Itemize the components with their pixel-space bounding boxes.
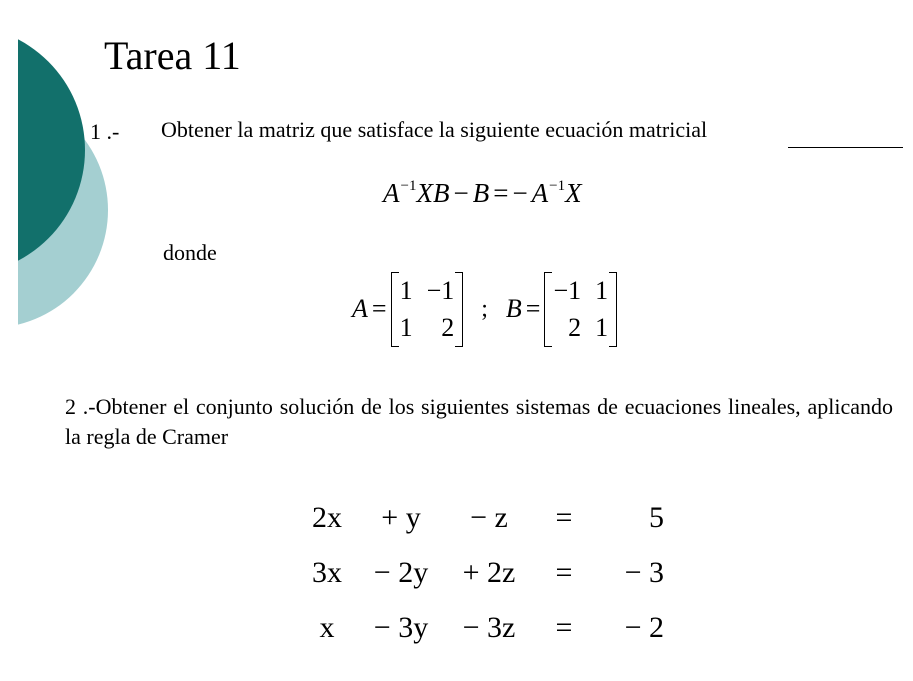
problem2-text: 2 .-Obtener el conjunto solución de los siguientes sistemas de ecuaciones lineales, aplicando la regla de Cramer [65, 394, 893, 449]
matrix-b-cell: 1 [595, 275, 609, 305]
linear-system [296, 490, 664, 655]
matrix-separator: ; [481, 295, 488, 322]
matrix-b-label: B [505, 294, 522, 323]
answer-blank-line [788, 147, 903, 148]
equation-row: 3x − 2y + 2z = − 3 [312, 555, 664, 589]
equation-row: 2x + y − z = 5 [312, 500, 664, 534]
matrix-b-cell: 1 [595, 312, 609, 342]
matrices-definition: A = 1 −1 1 2 ; B = −1 1 2 1 [352, 268, 617, 350]
problem1-text: Obtener la matriz que satisface la siguiente ecuación matricial [161, 117, 708, 142]
matrix-b [544, 272, 617, 347]
matrix-a-cell: 2 [441, 312, 455, 342]
matrix-a-label: A [352, 294, 368, 323]
problem1-number: 1 .- [90, 119, 120, 144]
equation-row: x − 3y − 3z = − 2 [319, 610, 664, 644]
decorative-circles [0, 0, 120, 360]
matrix-a-cell: −1 [426, 275, 455, 305]
matrix-a-cell: 1 [399, 275, 413, 305]
matrix-b-cell: 2 [568, 312, 582, 342]
matrix-equation: $A^{-1}XB - B$ = − $A^{-1}X$ [383, 178, 582, 208]
matrix-a [391, 272, 464, 347]
matrix-b-cell: −1 [553, 275, 582, 305]
slide-title: Tarea 11 [104, 33, 241, 78]
matrix-a-cell: 1 [399, 312, 413, 342]
where-label: donde [163, 240, 217, 265]
